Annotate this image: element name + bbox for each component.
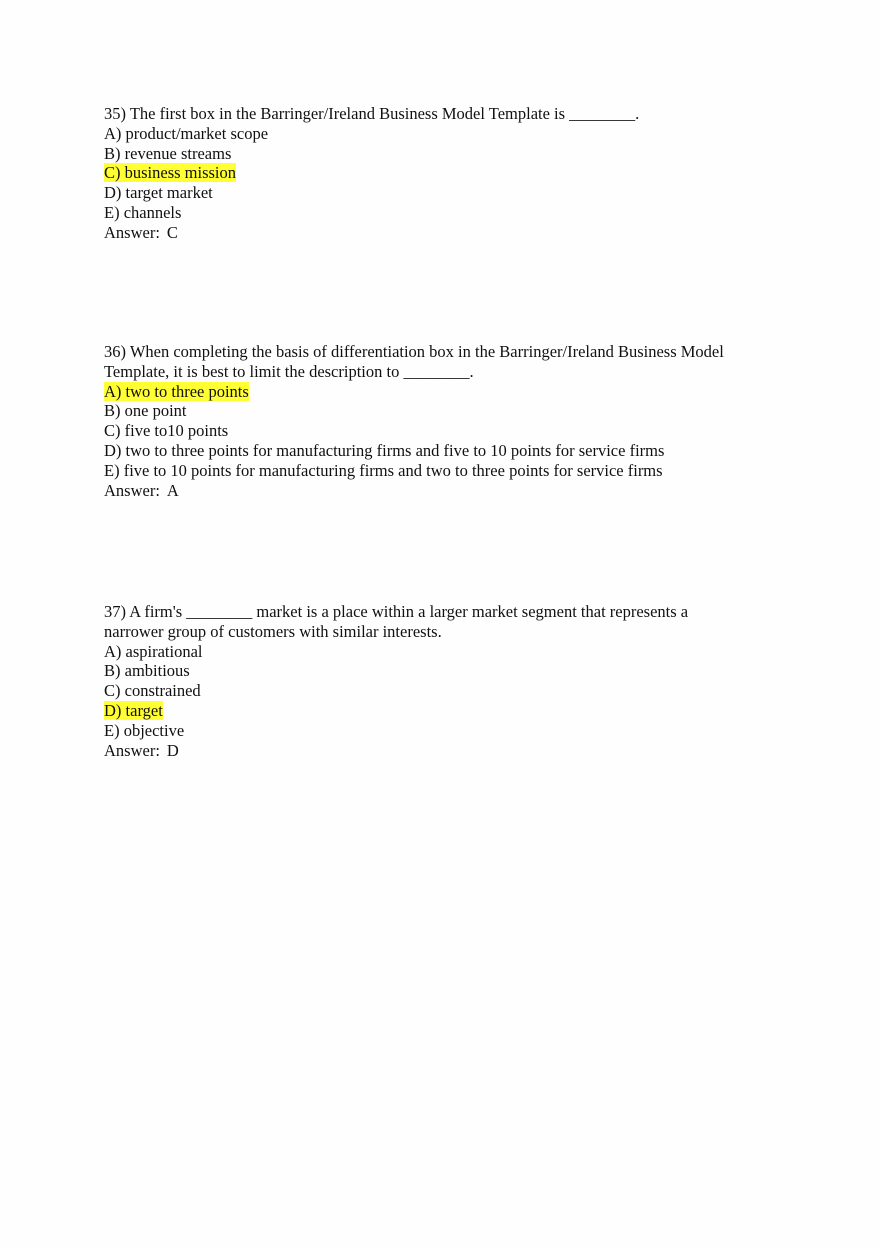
question-36 [104,342,784,500]
option-e: E) five to 10 points for manufacturing firms and two to three points for service firms [104,460,663,480]
option-e: E) channels [104,202,182,222]
answer-line [104,223,784,243]
answer-line [104,741,784,761]
answer-line [104,481,784,501]
answer-value: C [166,222,178,242]
question-stem-line-2: narrower group of customers with similar interests. [104,621,442,641]
question-stem-line-1: 37) A firm's ________ market is a place within a larger market segment that represents a [104,602,689,621]
option-a-highlighted: A) two to three points [104,381,249,401]
option-a: A) product/market scope [104,123,269,143]
option-d: D) target market [104,183,213,203]
option-c-highlighted: C) business mission [104,163,237,183]
option-d: D) two to three points for manufacturing firms and five to 10 points for service firms [104,440,665,460]
option-c: C) constrained [104,681,201,701]
question-37 [104,602,784,760]
question-stem-line-2: Template, it is best to limit the description to ________. [104,361,474,381]
option-b: B) revenue streams [104,143,232,163]
answer-value: A [166,480,179,500]
option-a: A) aspirational [104,641,203,661]
answer-value: D [166,740,179,760]
question-stem-line-1: 36) When completing the basis of differentiation box in the Barringer/Ireland Business Model [104,342,724,361]
option-d-highlighted: D) target [104,700,163,720]
answer-label: Answer: [104,480,160,500]
option-b: B) ambitious [104,661,190,681]
option-c: C) five to10 points [104,421,229,441]
question-stem: 35) The first box in the Barringer/Ireland Business Model Template is ________. [104,104,640,123]
answer-label: Answer: [104,740,160,760]
option-b: B) one point [104,401,187,421]
question-35 [104,104,784,243]
answer-label: Answer: [104,222,160,242]
option-e: E) objective [104,720,185,740]
